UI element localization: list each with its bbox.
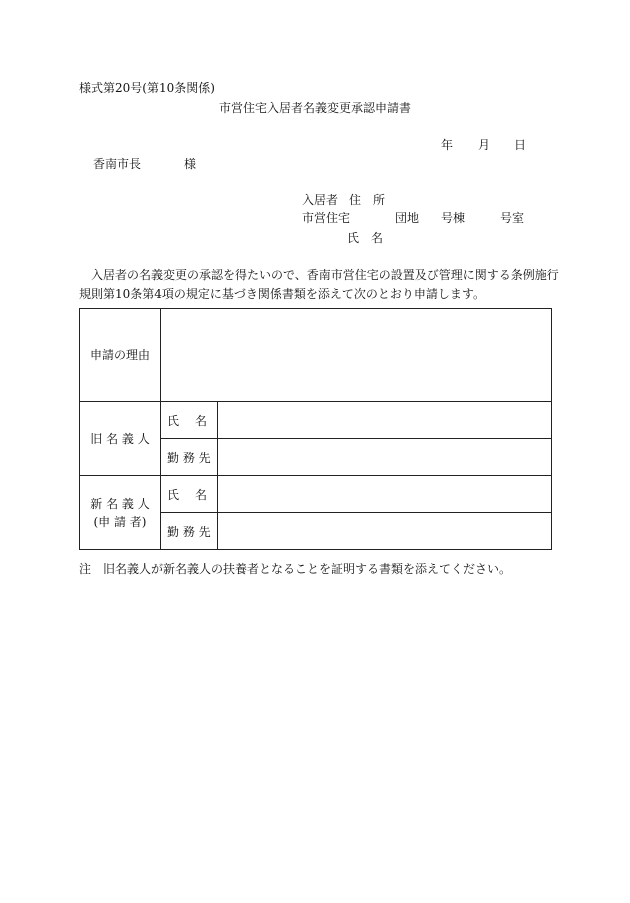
address-label: 住 所 (349, 193, 386, 207)
new-holder-workplace-field[interactable] (218, 513, 552, 550)
date-year-label: 年 (441, 138, 454, 152)
new-holder-sub-label: (申 請 者) (93, 514, 147, 529)
applicant-name-label: 氏 名 (347, 231, 384, 245)
date-day-label: 日 (514, 138, 527, 152)
new-holder-label-cell (80, 476, 161, 550)
reason-row (80, 309, 552, 402)
name-label-right: 名 (194, 487, 207, 502)
name-label-left: 氏 (167, 413, 180, 428)
application-table (79, 308, 552, 550)
danchi-label: 団地 (395, 211, 420, 225)
old-holder-name-row (80, 402, 552, 439)
footnote: 注 旧名義人が新名義人の扶養者となることを証明する書類を添えてください。 (79, 562, 512, 576)
old-holder-name-label (161, 402, 218, 439)
old-holder-name-field[interactable] (218, 402, 552, 439)
applicant-label: 入居者 (302, 193, 339, 207)
old-holder-label: 旧 名 義 人 (80, 402, 161, 476)
housing-label: 市営住宅 (302, 211, 351, 225)
new-holder-label: 新 名 義 人 (90, 496, 150, 511)
form-number: 様式第20号(第10条関係) (79, 81, 215, 95)
reason-field[interactable] (161, 309, 552, 402)
new-holder-name-field[interactable] (218, 476, 552, 513)
old-holder-workplace-label: 勤 務 先 (161, 439, 218, 476)
name-label-left: 氏 (167, 487, 180, 502)
addressee-name: 香南市長 (93, 157, 142, 171)
room-number-label: 号室 (500, 211, 525, 225)
body-line-2: 規則第10条第4項の規定に基づき関係書類を添えて次のとおり申請します。 (79, 287, 485, 301)
document-title: 市営住宅入居者名義変更承認申請書 (219, 101, 412, 115)
new-holder-name-label (161, 476, 218, 513)
body-text (79, 266, 559, 304)
reason-label: 申請の理由 (80, 309, 161, 402)
old-holder-workplace-field[interactable] (218, 439, 552, 476)
body-line-1: 入居者の名義変更の承認を得たいので、香南市営住宅の設置及び管理に関する条例施行 (91, 268, 559, 282)
name-label-right: 名 (194, 413, 207, 428)
date-month-label: 月 (478, 138, 491, 152)
new-holder-name-row (80, 476, 552, 513)
addressee-honorific: 様 (184, 157, 197, 171)
building-number-label: 号棟 (441, 211, 466, 225)
new-holder-workplace-label: 勤 務 先 (161, 513, 218, 550)
